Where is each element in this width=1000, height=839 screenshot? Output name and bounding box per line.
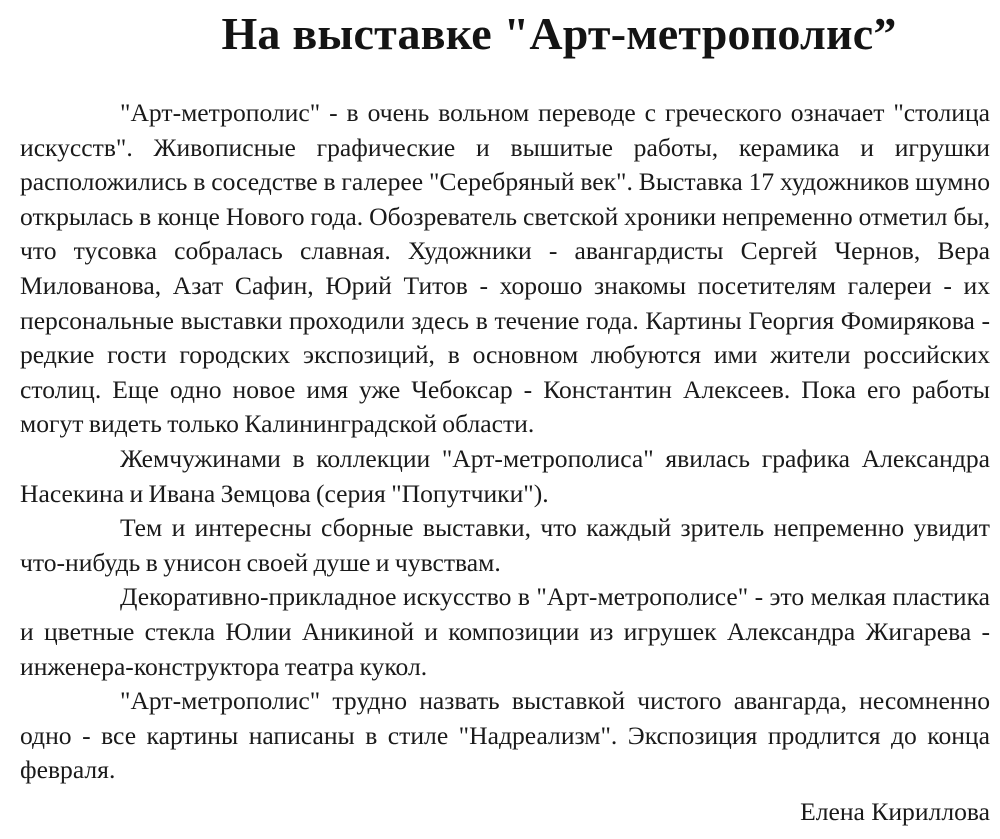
- author-signature: Елена Кириллова: [800, 797, 990, 826]
- article-title: На выставке "Арт-метрополис”: [221, 8, 897, 59]
- article-paragraph-4: Декоративно-прикладное искусство в "Арт-метрополисе" - это мелкая пластика и цветные стекла Юлии Аникиной и композиции из игрушек Александра Жигарева - инженера-конструктора театра кукол.: [20, 582, 990, 681]
- article-paragraph-3: Тем и интересны сборные выставки, что каждый зритель непременно увидит что-нибудь в унисон своей душе и чувствам.: [20, 513, 990, 577]
- article-paragraph-5: "Арт-метрополис" трудно назвать выставкой чистого авангарда, несомненно одно - все картины написаны в стиле "Надреализм". Экспозиция продлится до конца февраля.: [20, 686, 990, 785]
- article-body: [20, 96, 990, 788]
- article-paragraph-2: Жемчужинами в коллекции "Арт-метрополиса" явилась графика Александра Насекина и Ивана Земцова (серия "Попутчики").: [20, 443, 990, 508]
- article-paragraph-1: "Арт-метрополис" - в очень вольном переводе с греческого означает "столица искусств". Живописные графические и вышитые работы, керамика и игрушки расположились в соседстве в галерее "Серебряный век". Выставка 17 художников шумно открылась в конце Нового года. Обозреватель светской хроники непременно отметил бы, что тусовка собралась славная. Художники - авангардисты Сергей Чернов, Вера Милованова, Азат Сафин, Юрий Титов - хорошо знакомы посетителям галереи - их персональные выставки проходили здесь в течение года. Картины Георгия Фомирякова - редкие гости городских экспозиций, в основном любуются ими жители российских столиц. Еще одно новое имя уже Чебоксар - Константин Алексеев. Пока его работы могут видеть только Калининградской области.: [20, 98, 990, 439]
